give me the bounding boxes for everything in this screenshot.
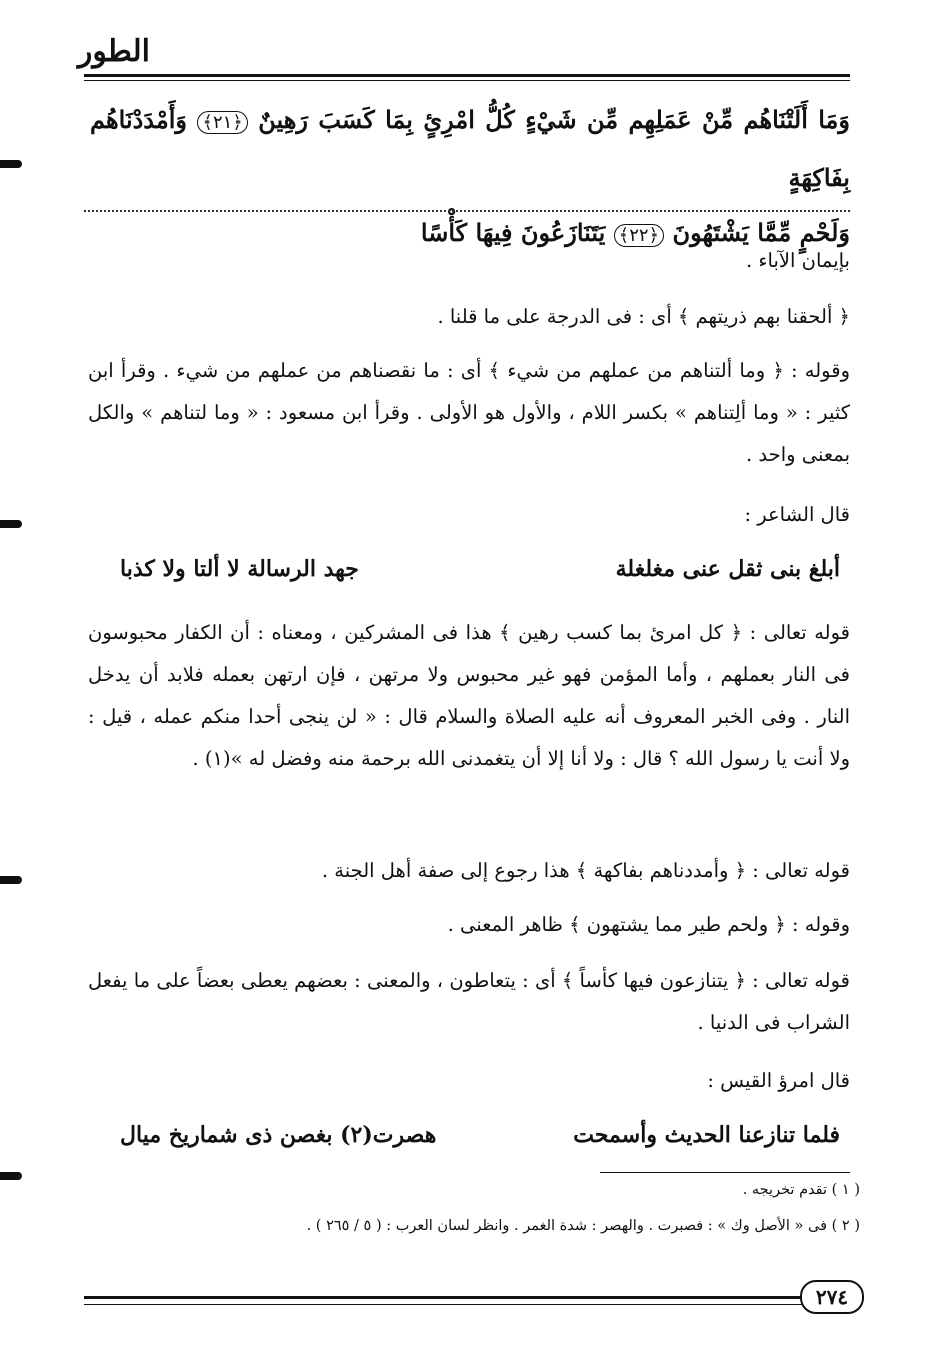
verse-line-1b: وَأَمْدَدْنَاهُم بِفَاكِهَةٍ bbox=[90, 105, 850, 192]
paragraph-3: وقوله : ﴿ وما ألتناهم من عملهم من شيء ﴾ أى : ما نقصناهم من عملهم من شيء . وقرأ ابن كثير : « وما ألِتناهم » بكسر اللام ، والأول هو الأولى . وقرأ ابن مسعود : « وما لتناهم » والكل بمعنى واحد . bbox=[88, 359, 850, 466]
quran-verses-block bbox=[90, 92, 850, 263]
paragraph-7: وقوله : ﴿ ولحم طير مما يشتهون ﴾ ظاهر المعنى . bbox=[447, 913, 850, 936]
verse-number-22: ﴿٢٢﴾ bbox=[614, 224, 664, 247]
verses-divider bbox=[84, 210, 850, 212]
paragraph-6: قوله تعالى : ﴿ وأمددناهم بفاكهة ﴾ هذا رجوع إلى صفة أهل الجنة . bbox=[321, 859, 850, 882]
verse-number-21: ﴿٢١﴾ bbox=[197, 111, 247, 134]
footnote-1: ( ١ ) تقدم تخريجه . bbox=[742, 1182, 860, 1198]
verse-line-1: وَمَا أَلَتْنَاهُم مِّنْ عَمَلِهِم مِّن شَيْءٍ كُلُّ امْرِئٍ بِمَا كَسَبَ رَهِينٌ bbox=[258, 105, 851, 134]
footer-rule-thick bbox=[84, 1296, 850, 1299]
footnote-2: ( ٢ ) فى « الأصل وك » : فصبرت . والهصر : شدة الغمر . وانظر لسان العرب : ( ٥ / ٢٦٥ ) . bbox=[306, 1218, 860, 1234]
header-rule-thick bbox=[84, 74, 850, 77]
poem-2-first-hemistich: فلما تنازعنا الحديث وأسمحت bbox=[573, 1122, 840, 1148]
poem-1-first-hemistich: أبلغ بنى ثقل عنى مغلغلة bbox=[615, 556, 840, 582]
footnote-separator bbox=[600, 1172, 850, 1173]
poetry-verse-2 bbox=[120, 1122, 840, 1148]
surah-name-header: الطور bbox=[77, 34, 150, 69]
paragraph-1: بإيمان الآباء . bbox=[745, 249, 850, 272]
verse-line-2: وَلَحْمٍ مِّمَّا يَشْتَهُونَ bbox=[672, 218, 850, 247]
edge-mark-2 bbox=[0, 520, 22, 528]
paragraph-2: ﴿ ألحقنا بهم ذريتهم ﴾ أى : فى الدرجة على ما قلنا . bbox=[437, 305, 850, 328]
paragraph-9: قال امرؤ القيس : bbox=[707, 1069, 850, 1092]
paragraph-4: قال الشاعر : bbox=[744, 503, 850, 526]
verse-line-2b: يَتَنَازَعُونَ فِيهَا كَأْسًا bbox=[420, 218, 606, 247]
footer-rule-thin bbox=[84, 1304, 850, 1305]
poetry-verse-1 bbox=[120, 556, 840, 582]
poem-2-second-hemistich: هصرت(٢) بغصن ذى شماريخ ميال bbox=[120, 1122, 437, 1148]
header-rule-thin bbox=[84, 80, 850, 81]
edge-mark-1 bbox=[0, 160, 22, 168]
page-number: ٢٧٤ bbox=[800, 1280, 864, 1314]
poem-1-second-hemistich: جهد الرسالة لا ألتا ولا كذبا bbox=[120, 556, 359, 582]
edge-mark-3 bbox=[0, 876, 22, 884]
paragraph-8: قوله تعالى : ﴿ يتنازعون فيها كأساً ﴾ أى : يتعاطون ، والمعنى : بعضهم يعطى بعضاً على ما يفعل الشراب فى الدنيا . bbox=[88, 969, 850, 1034]
paragraph-5: قوله تعالى : ﴿ كل امرئ بما كسب رهين ﴾ هذا فى المشركين ، ومعناه : أن الكفار محبوسون فى النار بعملهم ، وأما المؤمن فهو غير محبوس ولا مرتهن ، فإن ارتهن بعمله فلابد أن يدخل النار . وفى الخبر المعروف أنه عليه الصلاة والسلام قال : « لن ينجى أحدا منكم عمله ، قيل : ولا أنت يا رسول الله ؟ قال : ولا أنا إلا أن يتغمدنى الله برحمة منه وفضل له »(١) . bbox=[88, 621, 850, 770]
edge-mark-4 bbox=[0, 1172, 22, 1180]
